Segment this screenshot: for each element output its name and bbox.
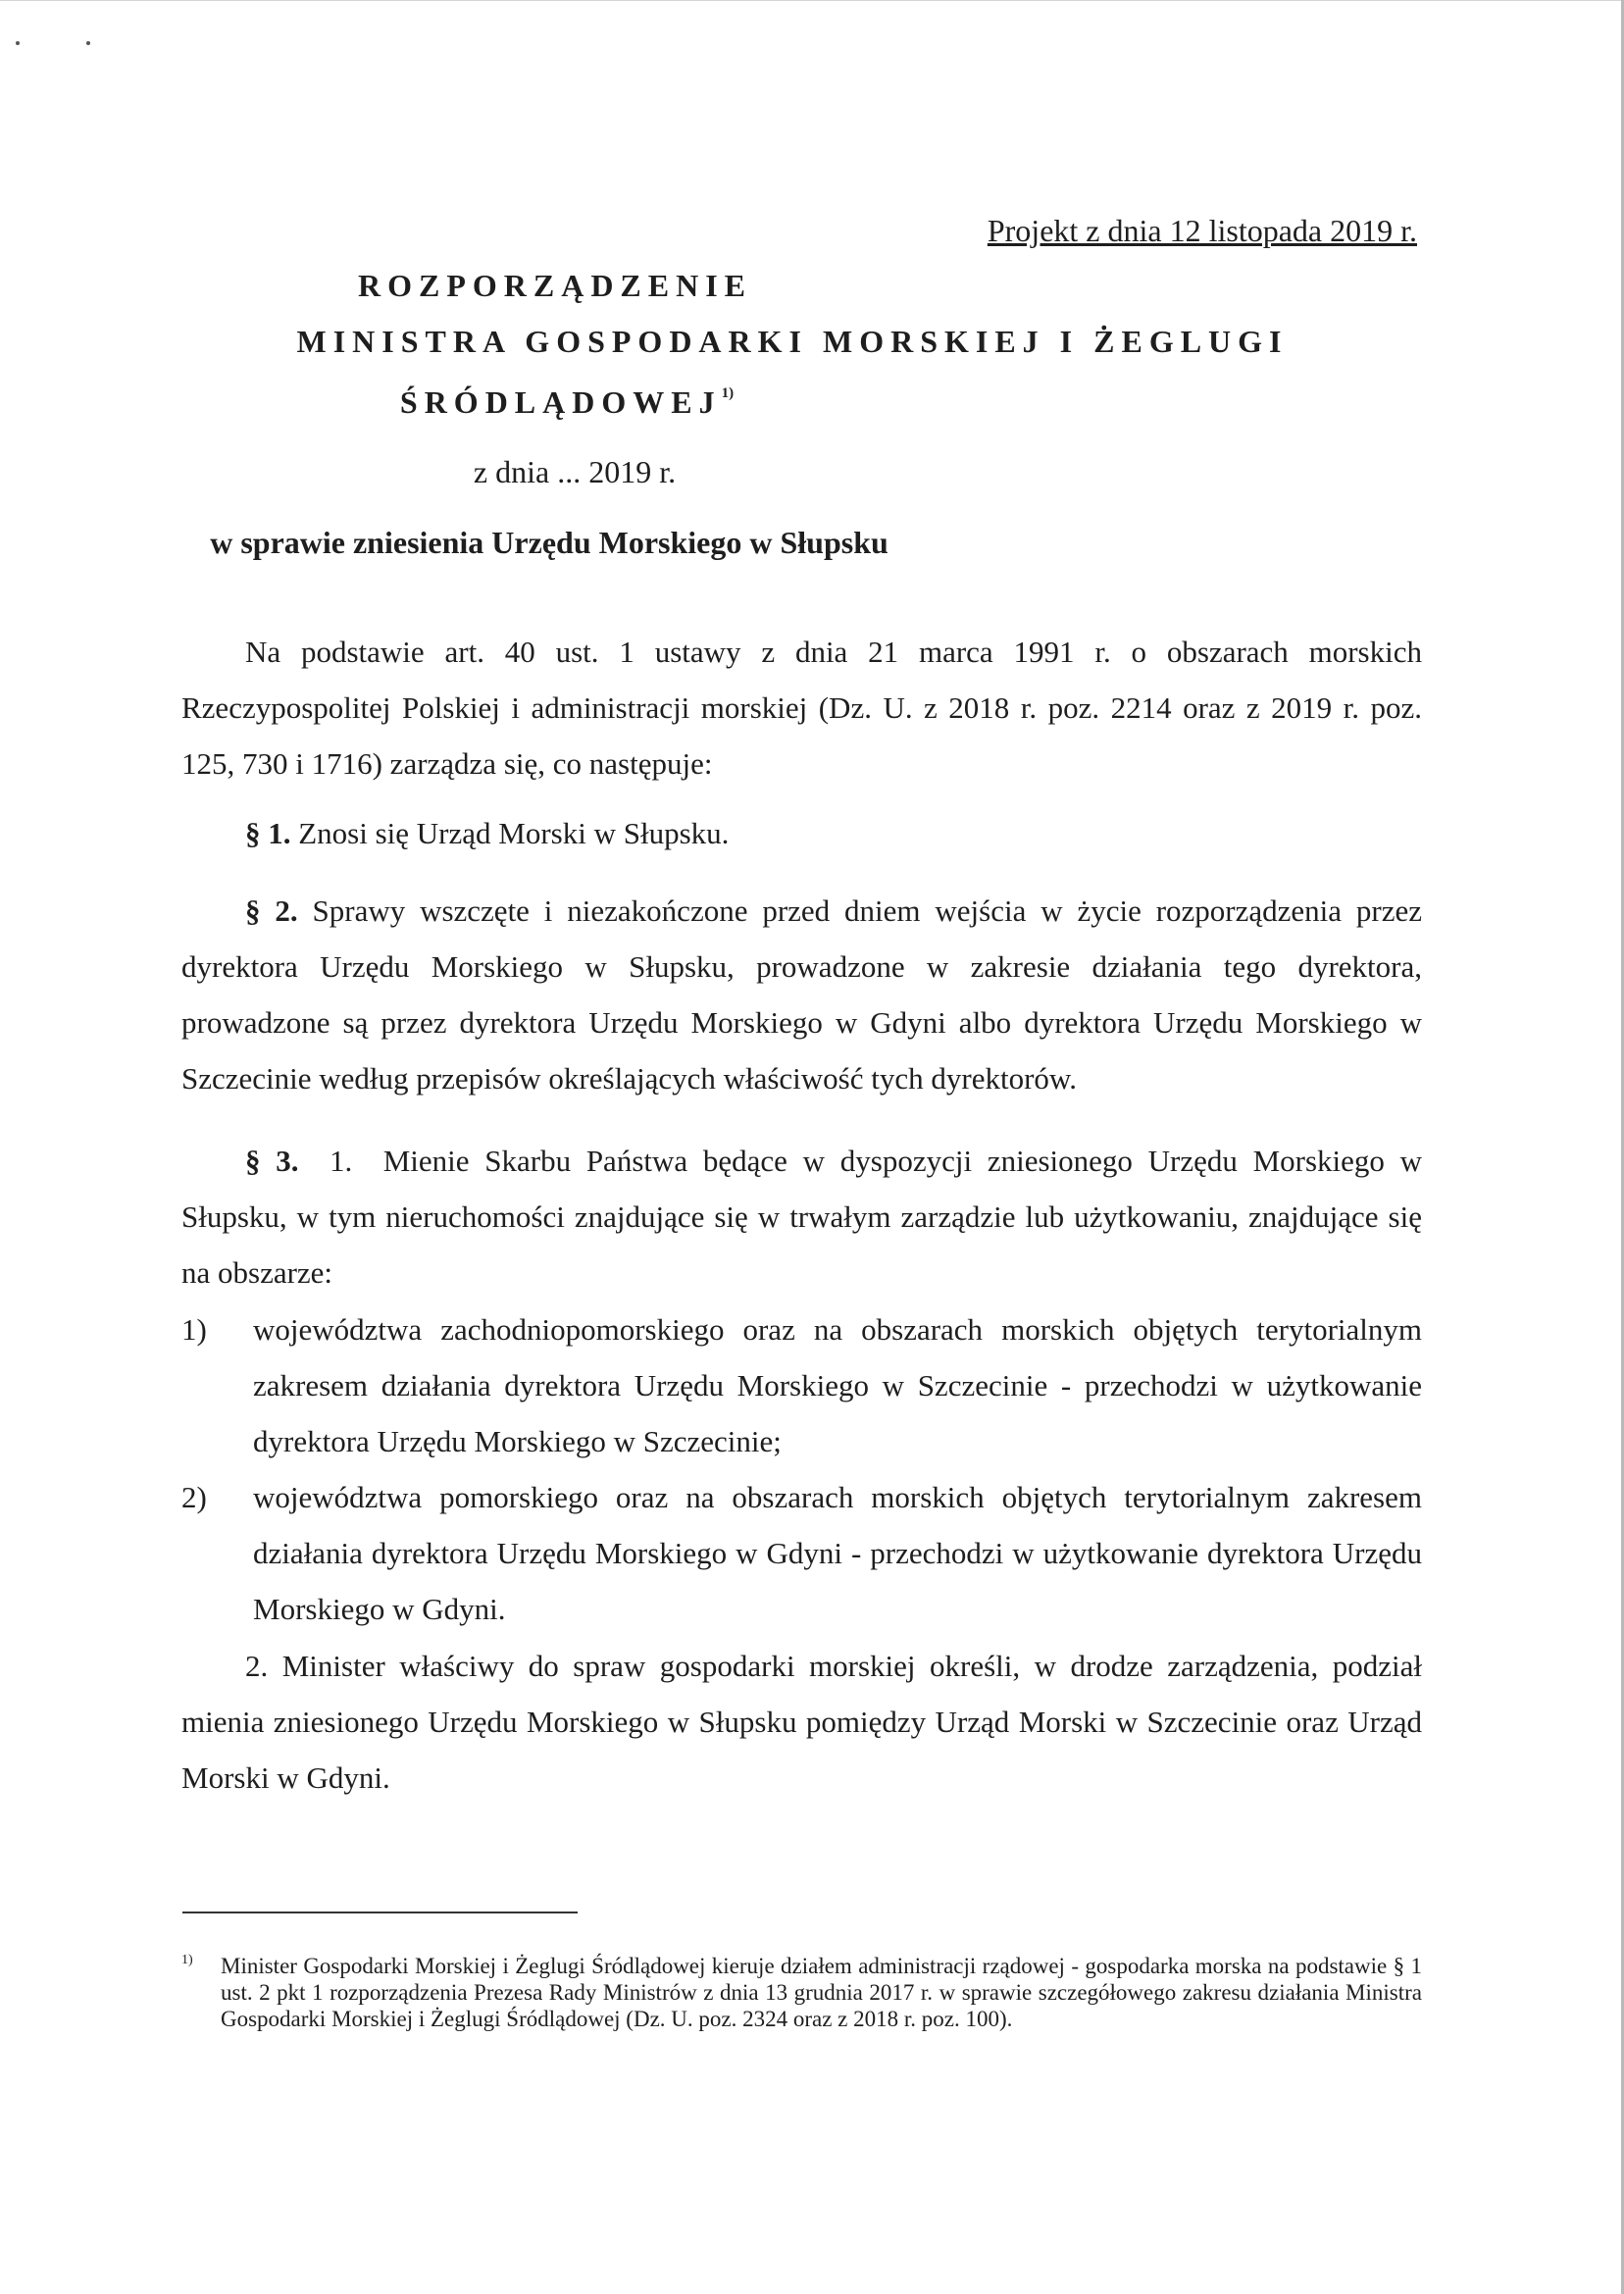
list-item [181,1469,1422,1637]
footnote-text: Minister Gospodarki Morskiej i Żeglugi Śródlądowej kieruje działem administracji rządowej - gospodarka morska na podstawie § 1 ust. 2 pkt 1 rozporządzenia Prezesa Rady Ministrów z dnia 13 grudnia 2017 r. w sprawie szczegółowego zakresu działania Ministra Gospodarki Morskiej i Żeglugi Śródlądowej (Dz. U. poz. 2324 oraz z 2018 r. poz. 100). [221,1954,1422,2031]
footnote-separator [182,1912,578,1913]
footnote-ref: 1) [721,385,735,401]
footnote [181,1953,1422,2032]
section-3 [181,1133,1422,1300]
preamble [181,624,1422,791]
list-item-text: województwa zachodniopomorskiego oraz na obszarach morskich objętych terytorialnym zakresem działania dyrektora Urzędu Morskiego w Szczecinie - przechodzi w użytkowanie dyrektora Urzędu Morskiego w Szczecinie; [253,1312,1422,1458]
date-line: z dnia ... 2019 r. [473,454,677,489]
section-3-text: Mienie Skarbu Państwa będące w dyspozycji zniesionego Urzędu Morskiego w Słupsku, w tym nieruchomości znajdujące się w trwałym zarządzie lub użytkowaniu, znajdujące się na obszarze: [181,1144,1423,1290]
section-1 [245,816,729,851]
list-item-number: 2) [181,1480,207,1514]
section-3-ust-2-text: 2. Minister właściwy do spraw gospodarki morskiej określi, w drodze zarządzenia, podział mienia zniesionego Urzędu Morskiego w Słupsku pomiędzy Urząd Morski w Szczecinie oraz Urząd Morski w Gdyni. [181,1649,1422,1795]
title-line-3 [0,384,1379,421]
scan-top-edge [0,0,1624,1]
list-item-number: 1) [181,1312,207,1347]
list-item [181,1301,1422,1469]
subject-line: w sprawie zniesienia Urzędu Morskiego w Słupsku [210,525,888,560]
section-3-ust-1: 1. [329,1144,353,1178]
section-1-label: § 1. [245,816,291,850]
scan-speck [86,41,90,45]
list-item-text: województwa pomorskiego oraz na obszarach morskich objętych terytorialnym zakresem działania dyrektora Urzędu Morskiego w Gdyni - przechodzi w użytkowanie dyrektora Urzędu Morskiego w Gdyni. [253,1480,1422,1626]
title-line-3-text: ŚRÓDLĄDOWEJ [399,384,722,420]
title-line-2: MINISTRA GOSPODARKI MORSKIEJ I ŻEGLUGI [296,324,1289,359]
title-line-1: ROZPORZĄDZENIE [357,268,753,303]
section-3-ust-2 [181,1638,1422,1806]
scan-speck [16,41,20,45]
section-2-label: § 2. [245,893,298,928]
section-2-text: Sprawy wszczęte i niezakończone przed dniem wejścia w życie rozporządzenia przez dyrektora Urzędu Morskiego w Słupsku, prowadzone w zakresie działania tego dyrektora, prowadzone są przez dyrektora Urzędu Morskiego w Gdyni albo dyrektora Urzędu Morskiego w Szczecinie według przepisów określających właściwość tych dyrektorów. [181,893,1423,1096]
section-2 [181,883,1422,1106]
footnote-mark: 1) [181,1953,193,1967]
section-1-text: Znosi się Urząd Morski w Słupsku. [298,816,730,850]
preamble-text: Na podstawie art. 40 ust. 1 ustawy z dnia 21 marca 1991 r. o obszarach morskich Rzeczypospolitej Polskiej i administracji morskiej (Dz. U. z 2018 r. poz. 2214 oraz z 2019 r. poz. 125, 730 i 1716) zarządza się, co następuje: [181,635,1422,781]
draft-note: Projekt z dnia 12 listopada 2019 r. [987,213,1417,248]
section-3-label: § 3. [245,1144,299,1178]
